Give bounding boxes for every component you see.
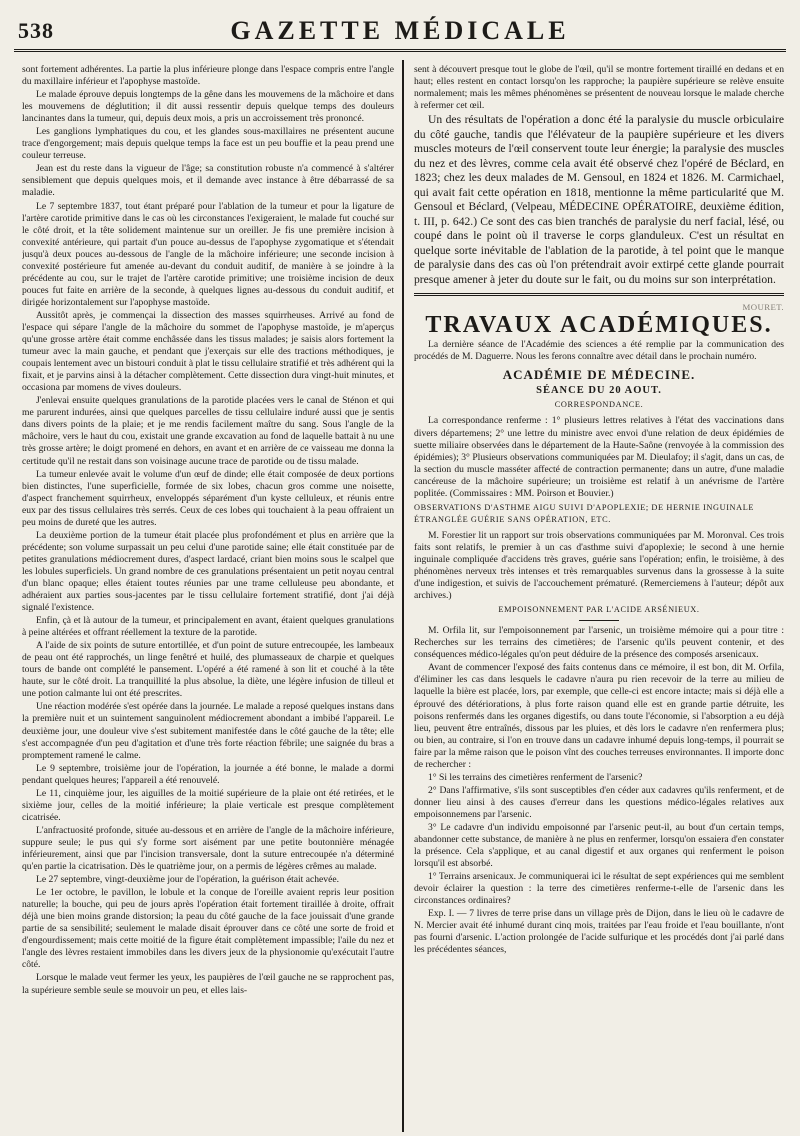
paragraph: La deuxième portion de la tumeur était placée plus profondément et plus en arrière que la précédente; son volume surpassait un peu celui d'une parotide saine; elle était constituée par de petites granulations médiocrement dures, d'aspect lardacé, criant bien moins sous le scalpel que les lobules superficiels. Un grand nombre de ces granulations présentaient un petit noyau central d'un blanc opaque; elles étaient toutes réunies par une trame celluleuse peu abondante, et adhéraient aux parties sous-jacentes par le tissu cellulaire fortement stratifié, dont j'ai déjà signalé l'existence. — [22, 529, 394, 614]
paragraph: Aussitôt après, je commençai la dissection des masses squirrheuses. Arrivé au fond de l'espace qui sépare l'angle de la mâchoire du sommet de l'apophyse mastoïde, je m'aperçus qu'une grosse artère était comme enchâssée dans les tissus malades; je saisis alors fortement la tumeur avec la main gauche, et pendant que j'exerçais sur elle des tractions méthodiques, je coupais lentement avec un bistouri conduit à plat le tissu cellulaire stratifié et très adhérent qui la fixait, et je parvins ainsi à la détacher complètement. Cette dissection dura vingt-huit minutes, et occasiona par momens de vives douleurs. — [22, 309, 394, 394]
paragraph: Les ganglions lymphatiques du cou, et les glandes sous-maxillaires ne présentent aucune trace d'engorgement; mais depuis quelque temps la face est un peu bouffie et la peau prend une couleur terreuse. — [22, 126, 394, 162]
correspondance-heading: CORRESPONDANCE. — [554, 400, 644, 410]
paragraph: sent à découvert presque tout le globe de l'œil, qu'il se montre fortement tiraillé en dedans et en haut; elles restent en contact lorsqu'on les rapproche; la paupière supérieure se relève ensuite normalement; mais les mêmes phénomènes se présentent de nouveau lorsque le malade cherche à refermer cet œil. — [414, 64, 784, 112]
observations-heading: OBSERVATIONS D'ASTHME AIGU SUIVI D'APOPLEXIE; DE HERNIE INGUINALE ÉTRANGLÉE GUÉRIE SANS OPÉRATION, ETC. — [414, 502, 755, 524]
right-column — [414, 64, 784, 1128]
paragraph: La correspondance renferme : 1° plusieurs lettres relatives à l'état des vaccinations dans divers départemens; 2° une lettre du ministre avec envoi d'une relation de deux épidémies de suette miliaire observées dans le département de la Haute-Saône (renvoyée à la commission des épidémies); 3° Plusieurs observations communiquées par M. Dieulafoy; il s'agit, dans un cas, de la section du muscle masséter affecté de contraction permanente; dans un autre, d'une maladie cancéreuse de la mâchoire supérieure; un troisième est relatif à un anévrisme de l'artère poplitée. (Commissaires : MM. Poirson et Bouvier.) — [414, 415, 784, 499]
paragraph: L'anfractuosité profonde, située au-dessous et en arrière de l'angle de la mâchoire inférieure, suppure seule; le pus qui s'y forme sort aisément par une petite boutonnière ménagée inférieurement, ainsi que par l'incision transversale, dont la suture entrecoupée n'a déterminé qu'en partie la cicatrisation. Dès le quatrième jour, on a permis de légères crêmes au malade. — [22, 824, 394, 873]
intro-paragraph: La dernière séance de l'Académie des sciences a été remplie par la communication des procédés de M. Daguerre. Nous les ferons connaître avec détail dans le prochain numéro. — [414, 339, 784, 363]
paragraph: Le 11, cinquième jour, les aiguilles de la moitié supérieure de la plaie ont été retirées, et le sixième jour, celles de la moitié inférieure; la plaie verticale est presque complètement cicatrisée. — [22, 787, 394, 823]
paragraph: 3° Le cadavre d'un individu empoisonné par l'arsenic peut-il, au bout d'un certain temps, abandonner cette substance, de manière à ne plus en renfermer, lorsqu'on essaiera d'en constater la présence. Cela s'applique, et au canal digestif et aux organes qui renferment le poison lorsqu'il est absorbé. — [414, 821, 784, 870]
paragraph: Jean est du reste dans la vigueur de l'âge; sa constitution robuste n'a commencé à s'altérer sensiblement que depuis quelques mois, et il demande avec instance à être débarrassé de sa maladie. — [22, 163, 394, 199]
seance-date: SÉANCE DU 20 AOUT. — [536, 385, 662, 397]
paragraph: Le 1er octobre, le pavillon, le lobule et la conque de l'oreille avaient repris leur position naturelle; la bouche, qui peu de jours après l'opération était fortement tiraillée à droite, offrait déjà une bien moins grande distorsion; la peau du côté gauche de la face jouissait d'une grande partie de sa sensibilité; seulement le malade disait éprouver dans ce côté une sorte de froid et d'engourdissement; mais cette moitié de la figure était complètement impassible; l'aile du nez et l'angle des lèvres restaient immobiles dans les divers jeux de la physionomie qu'exécutait l'autre côté. — [22, 887, 394, 971]
academy-title: ACADÉMIE DE MÉDECINE. — [502, 367, 696, 383]
page-number: 538 — [18, 18, 54, 43]
paragraph: J'enlevai ensuite quelques granulations de la parotide placées vers le canal de Sténon et qui me parurent indurées, ainsi que quelques parcelles de tissu cellulaire induré aussi que je sentis dans divers points de la plaie; et je me rendis facilement maître du sang. Sous l'angle de la mâchoire, vers le haut du cou, existait une grande excavation au fond de laquelle battait à nu une très grosse artère; le doigt promené en dehors, en avant et en arrière de ce vaisseau me donna la certitude qu'il ne restait dans son voisinage aucune trace de parotide ou de tissu malade. — [22, 395, 394, 467]
paragraph: A l'aide de six points de suture entortillée, et d'un point de suture entrecoupée, les lambeaux de peau ont été rapprochés, un linge fenêtré et huilé, des plumasseaux de charpie et quelques tours de bande ont complété le pansement. L'opéré a été ramené à son lit et couché à la tête haute, sur le côté droit. La tranquillité la plus absolue, la diète, une légère infusion de tilleul et une potion calmante lui ont été prescrites. — [22, 640, 394, 700]
section-title: TRAVAUX ACADÉMIQUES. — [425, 312, 773, 339]
paragraph: Exp. I. — 7 livres de terre prise dans un village près de Dijon, dans le lieu où le cadavre de N. Mercier avait été inhumé durant cinq mois, traitées par l'eau froide et l'eau bouillante, n'ont pas fourni d'arsenic. L'action prolongée de l'acide sulfurique et les procédés dont j'ai parlé dans les précédentes séances, — [414, 908, 784, 956]
column-rule — [402, 60, 404, 1132]
paragraph: Le malade éprouve depuis longtemps de la gêne dans les mouvemens de la mâchoire et dans les mouvemens de déglutition; il dit aussi ressentir depuis quelque temps des douleurs lancinantes dans la tumeur, qui, depuis deux mois, a pris un accroissement très prononcé. — [22, 89, 394, 125]
poison-heading: EMPOISONNEMENT PAR L'ACIDE ARSÉNIEUX. — [498, 605, 700, 615]
paragraph: Le 27 septembre, vingt-deuxième jour de l'opération, la guérison était achevée. — [36, 874, 340, 886]
divider — [579, 620, 619, 621]
paragraph: sont fortement adhérentes. La partie la plus inférieure plonge dans l'espace compris entre l'angle du maxillaire inférieur et l'apophyse mastoïde. — [22, 64, 394, 88]
paragraph: Enfin, çà et là autour de la tumeur, et principalement en avant, étaient quelques granulations à peine altérées et offrant réellement la texture de la parotide. — [22, 615, 394, 639]
masthead — [14, 12, 786, 52]
paragraph: 1° Si les terrains des cimetières renferment de l'arsenic? — [428, 771, 643, 783]
paragraph: Un des résultats de l'opération a donc été la paralysie du muscle orbiculaire du côté gauche, tandis que l'élévateur de la paupière supérieure et les divers muscles moteurs de l'œil conservent toute leur énergie; la paralysie des muscles du nez et des lèvres, comme cela avait été observé chez l'opéré de Béclard, en 1823; chez les deux malades de M. Gensoul, en 1824 et 1826. M. Carmichael, qui avait fait cette opération en 1818, mentionne la même particularité que M. Gensoul et Béclard, (Velpeau, MÉDECINE OPÉRATOIRE, deuxième édition, t. III, p. 642.) Ce sont des cas bien tranchés de paralysie du nerf facial, lésé, ou coupé dans le point où il traverse le corps glanduleux. C'est un résultat en quelque sorte inévitable de l'ablation de la parotide, à tel point que le manque de paralysie dans des cas où l'on prétendrait avoir extirpé cette glande pourrait presque amener à jeter du doute sur le fait, ou du moins sur son interprétation. — [414, 113, 784, 286]
paragraph: La tumeur enlevée avait le volume d'un œuf de dinde; elle était composée de deux portions bien distinctes, l'une superficielle, formée de six lobes, chacun gros comme une noisette, d'aspect franchement squirrheux, enveloppés séparément d'un kyste celluleux, et réunis entre eux par des tissus cellulaires très serrés. Ceux de ces lobes qui touchaient à la peau offraient un peu moins de dureté que les autres. — [22, 468, 394, 528]
paragraph: 1° Terrains arsenicaux. Je communiquerai ici le résultat de sept expériences qui me semblent devoir éclairer la question : la terre des cimetières renferme-t-elle de l'arsenic dans les circonstances ordinaires? — [414, 871, 784, 907]
paragraph: Une réaction modérée s'est opérée dans la journée. Le malade a reposé quelques instans dans la première nuit et un suintement sanguinolent médiocrement abondant a imbibé l'appareil. Le deuxième jour, une douleur vive s'est subitement manifestée dans le côté gauche de la tête; elle s'est accompagnée d'un peu d'agitation et d'une très forte réaction fébrile; une saignée du bras a promptement ramené le calme. — [22, 701, 394, 761]
paragraph: M. Forestier lit un rapport sur trois observations communiquées par M. Moronval. Ces trois faits sont relatifs, le premier à un cas d'asthme suivi d'apoplexie; le second à une hernie inguinale compliquée d'accidens très graves, guérie sans l'opération; enfin, le troisième, à des phénomènes nerveux très intenses et très remarquables survenus dans la grossesse à la suite d'une indigestion, et suivis de l'accouchement prématuré. (Remerciemens à l'auteur; dépôt aux archives.) — [414, 529, 784, 602]
divider — [414, 293, 784, 296]
paragraph: Lorsque le malade veut fermer les yeux, les paupières de l'œil gauche ne se rapprochent pas, la supérieure semble seule se mouvoir un peu, et elles lais- — [22, 972, 394, 996]
gazette-title: GAZETTE MÉDICALE — [230, 16, 570, 45]
paragraph: 2° Dans l'affirmative, s'ils sont susceptibles d'en céder aux cadavres qu'ils renferment, et de donner lieu ainsi à des causes d'erreur dans les questions médico-légales relatives aux empoisonnemens par l'arsenic. — [414, 784, 784, 820]
author-signature: MOURET. — [742, 302, 784, 313]
paragraph: Le 9 septembre, troisième jour de l'opération, la journée a été bonne, le malade a dormi pendant quelques heures; l'appareil a été renouvelé. — [22, 762, 394, 786]
paragraph: Avant de commencer l'exposé des faits contenus dans ce mémoire, il est bon, dit M. Orfila, d'éliminer les cas dans lesquels le cadavre n'aura pu rien recevoir de la terre au milieu de laquelle la bière est placée, lors, par exemple, que celle-ci est encore intacte; mais si déjà elle a éprouvé des détériorations, à plus forte raison quand elle est en grande partie détruite, les poisons renfermés dans les organes digestifs, ou dans toute l'économie, si l'absorption a eu déjà lieu, peuvent être entraînés, dissous par les pluies, et dès lors le cadavre n'en renfermera plus; ou bien, au contraire, si l'on en trouve dans un cadavre inhumé depuis long-temps, il pourrait se faire par la même raison que le poison vînt des couches terreuses environnantes. Il importe donc de rechercher : — [414, 662, 784, 770]
left-column — [22, 64, 394, 1128]
conclusion-block — [414, 113, 784, 287]
paragraph: M. Orfila lit, sur l'empoisonnement par l'arsenic, un troisième mémoire qui a pour titre : Recherches sur les terrains des cimetières; de l'arsenic qu'ils peuvent contenir, et des conséquences médico-légales qu'on peut déduire de la présence des composés arsenicaux. — [414, 625, 784, 661]
paragraph: Le 7 septembre 1837, tout étant préparé pour l'ablation de la tumeur et pour la ligature de l'artère carotide primitive dans le cas où les circonstances l'exigeraient, le malade fut couché sur le côté droit, et la tête solidement maintenue sur un oreiller. Je fis une première incision à convexité antérieure, qui partait d'un pouce au-dessus de l'apophyse zygomatique et s'étendait jusqu'à deux pouces au-dessous de l'angle de la mâchoire inférieure; une seconde incision à convexité postérieure fut amenée au-devant du conduit auditif, de manière à se joindre à la précédente au cou, sur le trajet de l'artère carotide primitive; une troisième incision de deux pouces fut faite en arrière de la seconde, à quelques lignes au-dessous du conduit auditif, et dirigée horizontalement sur l'apophyse mastoïde. — [22, 200, 394, 308]
